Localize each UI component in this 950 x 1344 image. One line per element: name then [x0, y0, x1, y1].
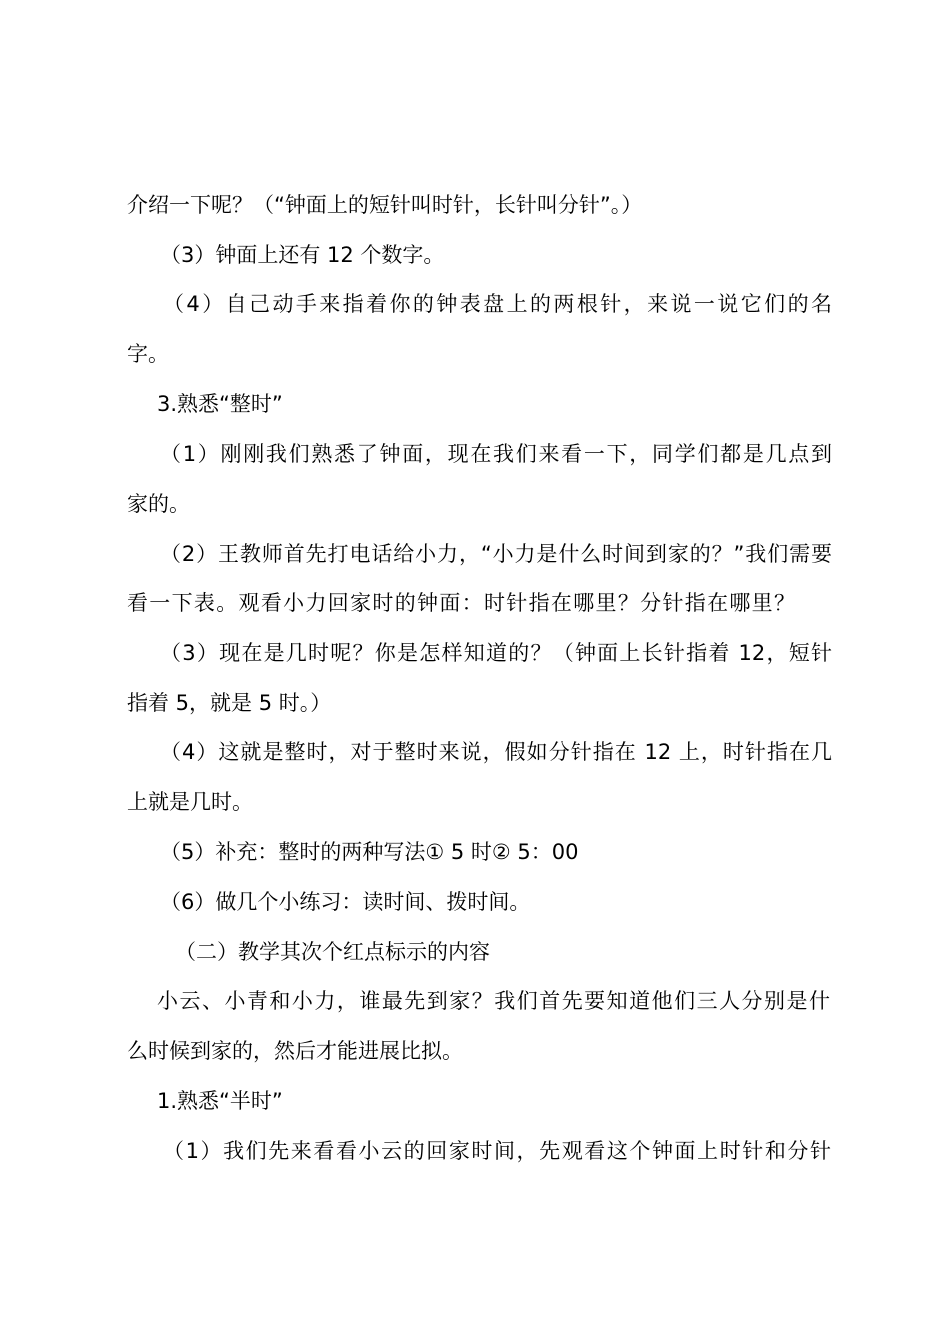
text-line: 看一下表。观看小力回家时的钟面：时针指在哪里？分针指在哪里？ [127, 591, 795, 615]
section-heading: 3.熟悉“整时” [157, 392, 283, 416]
section-heading: （二）教学其次个红点标示的内容 [175, 940, 490, 964]
text-line: （6）做几个小练习：读时间、拨时间。 [160, 890, 531, 914]
text-line: （3）钟面上还有 12 个数字。 [160, 243, 445, 267]
text-line: 介绍一下呢？（“钟面上的短针叫时针，长针叫分针”。） [127, 193, 643, 217]
text-line: 指着 5，就是 5 时。） [127, 691, 332, 715]
text-line: （4）自己动手来指着你的钟表盘上的两根针，来说一说它们的名 [163, 292, 832, 316]
section-heading: 1.熟悉“半时” [157, 1089, 283, 1113]
text-line: 家的。 [127, 492, 190, 516]
text-line: （2）王教师首先打电话给小力，“小力是什么时间到家的？”我们需要 [160, 542, 832, 566]
text-line: （1）刚刚我们熟悉了钟面，现在我们来看一下，同学们都是几点到 [160, 442, 832, 466]
text-line: 上就是几时。 [127, 790, 253, 814]
text-line: （3）现在是几时呢？你是怎样知道的？（钟面上长针指着 12，短针 [160, 641, 832, 665]
text-line: 小云、小青和小力，谁最先到家？我们首先要知道他们三人分别是什 [157, 989, 830, 1013]
text-line: 字。 [127, 342, 169, 366]
text-line: 么时候到家的，然后才能进展比拟。 [127, 1039, 463, 1063]
text-line: （5）补充：整时的两种写法① 5 时② 5：00 [160, 840, 579, 864]
text-line: （4）这就是整时，对于整时来说，假如分针指在 12 上，时针指在几 [160, 740, 832, 764]
text-line: （1）我们先来看看小云的回家时间，先观看这个钟面上时针和分针 [163, 1139, 831, 1163]
